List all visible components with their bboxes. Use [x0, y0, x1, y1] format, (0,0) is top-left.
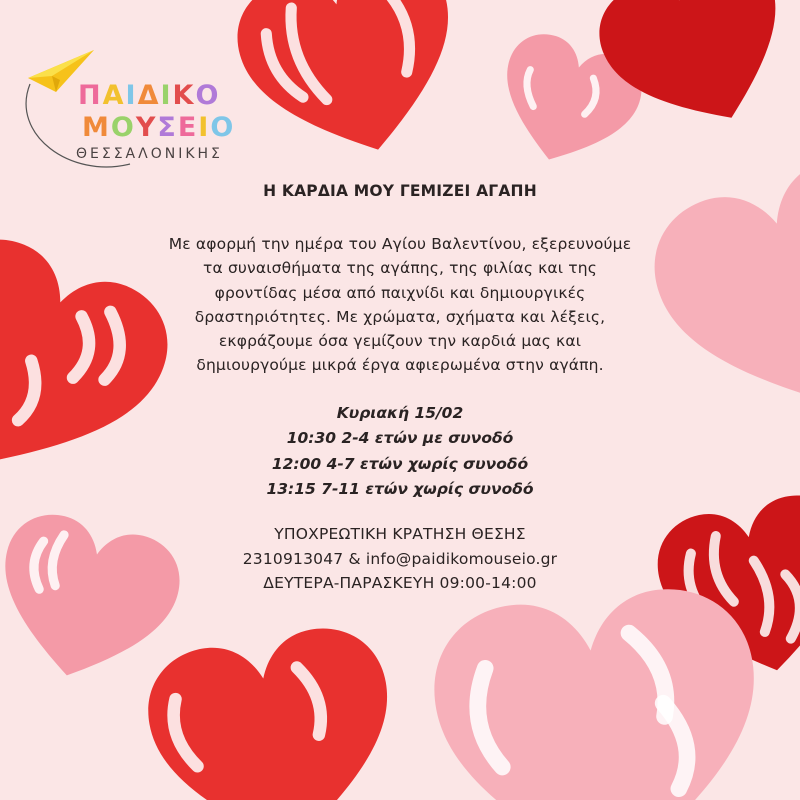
event-title: Η ΚΑΡΔΙΑ ΜΟΥ ΓΕΜΙΖΕΙ ΑΓΑΠΗ	[263, 182, 537, 200]
booking-contact[interactable]: 2310913047 & info@paidikomouseio.gr	[242, 549, 558, 568]
logo-letter: Α	[102, 80, 126, 111]
schedule-session: 12:00 4-7 ετών χωρίς συνοδό	[271, 454, 529, 473]
logo-letter: Ι	[125, 80, 138, 111]
description-line: δραστηριότητες. Με χρώματα, σχήματα και λέξεις,	[194, 307, 606, 326]
booking-info	[100, 522, 700, 596]
logo-subtitle: ΘΕΣΣΑΛΟΝΙΚΗΣ	[76, 146, 223, 162]
description-line: Με αφορμή την ημέρα του Αγίου Βαλεντίνου, εξερευνούμε	[168, 235, 632, 253]
logo-letter: Μ	[82, 112, 111, 143]
description-line: φροντίδας μέσα από παιχνίδι και δημιουργικές	[214, 283, 586, 302]
logo-letter: Δ	[137, 80, 161, 111]
description-line: δημιουργούμε μικρά έργα αφιερωμένα στην αγάπη.	[196, 356, 604, 375]
description-line: τα συναισθήματα της αγάπης, της φιλίας και της	[203, 259, 597, 278]
logo-letter: Ι	[198, 112, 211, 143]
logo-title-line1	[78, 80, 220, 111]
schedule-session: 13:15 7-11 ετών χωρίς συνοδό	[266, 479, 534, 498]
logo-letter: Σ	[157, 112, 178, 143]
logo-letter: Ο	[110, 112, 136, 143]
heart-icon	[132, 610, 418, 800]
logo-title-line2	[82, 112, 235, 143]
museum-logo	[10, 44, 250, 174]
booking-hours: ΔΕΥΤΕΡΑ-ΠΑΡΑΣΚΕΥΗ 09:00-14:00	[263, 574, 537, 592]
description-line: εκφράζουμε όσα γεμίζουν την καρδιά μας και	[218, 332, 582, 351]
schedule-session: 10:30 2-4 ετών με συνοδό	[286, 429, 514, 448]
event-description	[100, 232, 700, 378]
logo-letter: Κ	[172, 80, 196, 111]
logo-letter: Π	[78, 80, 103, 111]
booking-notice: ΥΠΟΧΡΕΩΤΙΚΗ ΚΡΑΤΗΣΗ ΘΕΣΗΣ	[274, 525, 526, 543]
logo-letter: Υ	[135, 112, 158, 143]
logo-letter: Ι	[160, 80, 173, 111]
logo-letter: Ο	[195, 80, 221, 111]
event-schedule	[100, 401, 700, 502]
schedule-date: Κυριακή 15/02	[336, 404, 464, 422]
heart-icon	[405, 572, 794, 800]
logo-letter: Ο	[210, 112, 236, 143]
logo-letter: Ε	[177, 112, 199, 143]
